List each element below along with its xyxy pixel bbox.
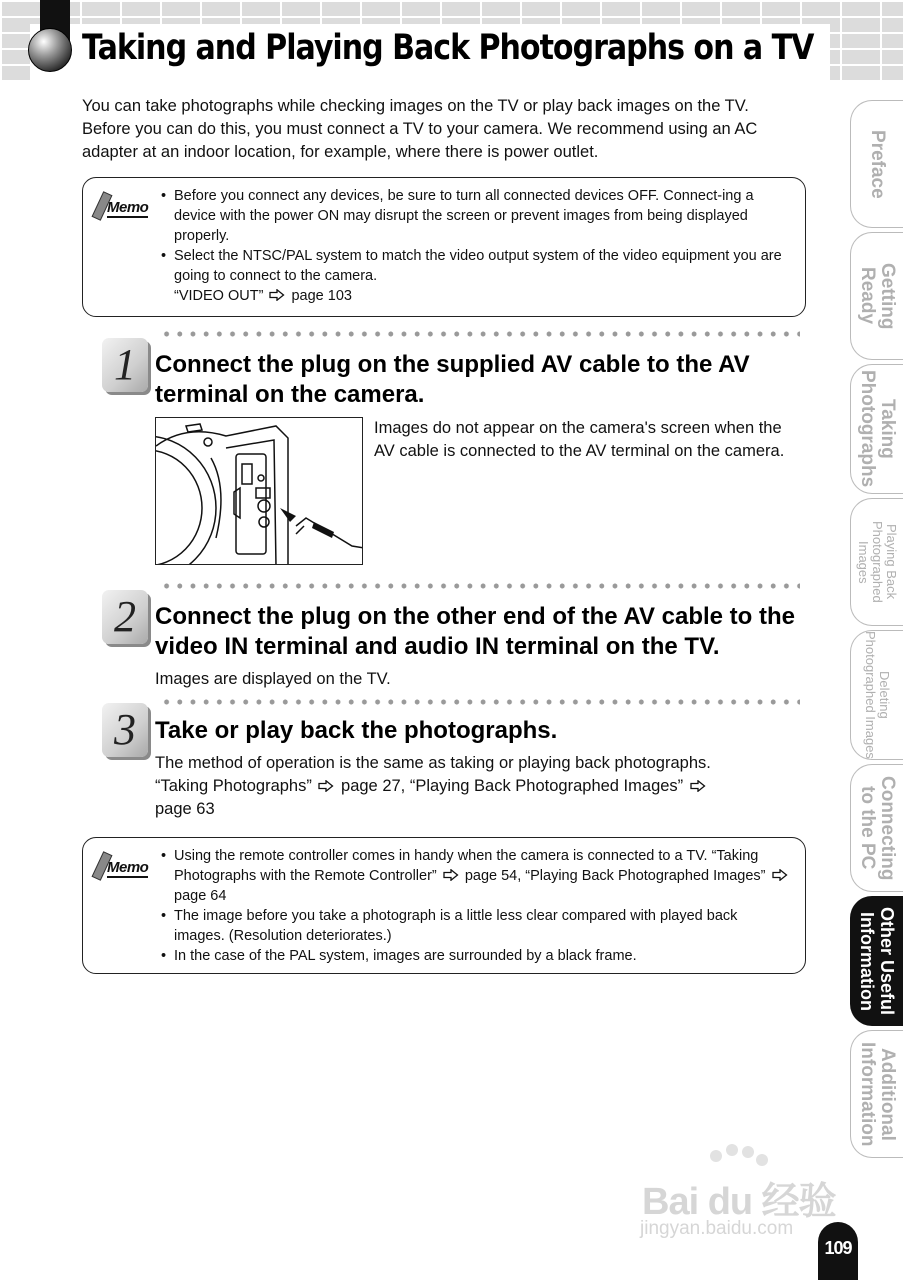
tab-preface[interactable]: Preface: [850, 100, 903, 228]
tab-taking-photographs[interactable]: Taking Photographs: [850, 364, 903, 494]
watermark-logo: Bai du 经验: [642, 1181, 836, 1223]
step-3-heading: Take or play back the photographs.: [155, 717, 558, 744]
page-reference-arrow-icon: [772, 869, 788, 881]
step-number-badge: 1: [102, 338, 148, 392]
page-reference-arrow-icon: [443, 869, 459, 881]
memo-list-1: [161, 186, 791, 306]
memo-icon: Memo: [93, 852, 151, 882]
memo-icon: Memo: [93, 192, 151, 222]
step-1-heading: Connect the plug on the supplied AV cable to the AV terminal on the camera.: [155, 351, 750, 408]
step-1-text: Images do not appear on the camera's screen when the AV cable is connected to the AV terminal on the camera.: [374, 419, 785, 460]
step-3-text: The method of operation is the same as taking or playing back photographs. “Taking Photographs” page 27, “Playing Back Photographed Images” page 63: [155, 754, 711, 818]
page-number-tab: [818, 1222, 858, 1280]
dotted-separator: [160, 582, 800, 590]
memo-item: • Select the NTSC/PAL system to match the video output system of the video equipment you are going to connect to the camera. “VIDEO OUT” page 103: [161, 246, 791, 306]
step-number-badge: 3: [102, 703, 148, 757]
tab-additional-information[interactable]: Additional Information: [850, 1030, 903, 1158]
tab-getting-ready[interactable]: Getting Ready: [850, 232, 903, 360]
memo-box-1: [82, 177, 806, 317]
step-2-text: Images are displayed on the TV.: [155, 670, 391, 688]
tab-other-useful-information[interactable]: Other Useful Information: [850, 896, 903, 1026]
page-reference-arrow-icon: [269, 289, 285, 301]
memo-item: • In the case of the PAL system, images are surrounded by a black frame.: [161, 946, 791, 966]
memo-item: • Using the remote controller comes in handy when the camera is connected to a TV. “Taking Photographs with the Remote Controller” page 54, “Playing Back Photographed Images” page 64: [161, 846, 791, 906]
sphere-bullet-icon: [28, 28, 72, 72]
page-reference-arrow-icon: [690, 780, 706, 792]
memo-list-2: [161, 846, 791, 966]
tab-deleting[interactable]: Deleting Photographed Images: [850, 630, 903, 760]
page-title: Taking and Playing Back Photographs on a TV: [82, 28, 814, 68]
camera-illustration-drawing: [156, 418, 363, 565]
memo-item: • The image before you take a photograph is a little less clear compared with played back images. (Resolution deteriorates.): [161, 906, 791, 946]
page-number: 109: [824, 1238, 852, 1258]
page-reference-arrow-icon: [318, 780, 334, 792]
dotted-separator: [160, 698, 800, 706]
intro-paragraph: You can take photographs while checking images on the TV or play back images on the TV. Before you can do this, you must connect a TV to your camera. We recommend using an AC adapter at an indoor location, for example, where there is power outlet.: [82, 97, 758, 161]
step-number-badge: 2: [102, 590, 148, 644]
tab-connecting-to-pc[interactable]: Connecting to the PC: [850, 764, 903, 892]
dotted-separator: [160, 330, 800, 338]
watermark-url: jingyan.baidu.com: [640, 1218, 794, 1239]
camera-av-terminal-illustration: [155, 417, 363, 565]
step-2-heading: Connect the plug on the other end of the AV cable to the video IN terminal and audio IN terminal on the TV.: [155, 603, 795, 660]
memo-item: • Before you connect any devices, be sure to turn all connected devices OFF. Connect-ing a device with the power ON may disrupt the screen or prevent images from being displayed properly.: [161, 186, 791, 246]
tab-playing-back[interactable]: Playing Back Photographed Images: [850, 498, 903, 626]
memo-box-2: [82, 837, 806, 974]
